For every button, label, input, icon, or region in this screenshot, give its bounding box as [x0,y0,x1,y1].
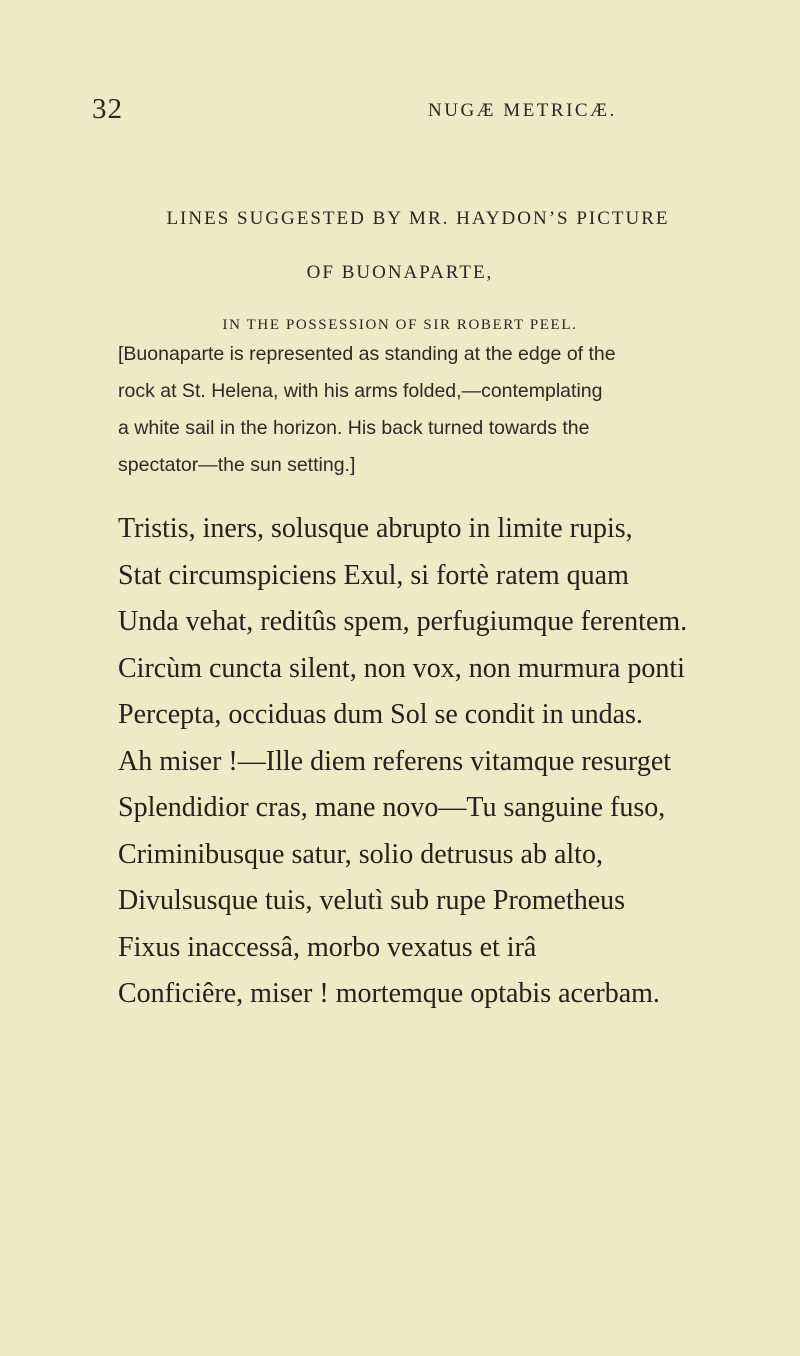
note-line: spectator—the sun setting.] [118,454,356,476]
verse-line: Tristis, iners, solusque abrupto in limite rupis, [118,513,633,544]
running-title: NUGÆ METRICÆ. [428,100,617,121]
running-head [0,92,800,132]
note-line: rock at St. Helena, with his arms folded,—contemplating [118,380,603,402]
poem-title-line-1: LINES SUGGESTED BY MR. HAYDON’S PICTURE [166,208,670,229]
verse-line: Unda vehat, reditûs spem, perfugiumque ferentem. [118,606,688,637]
poem-subtitle: IN THE POSSESSION OF SIR ROBERT PEEL. [222,317,578,333]
verse-line: Criminibusque satur, solio detrusus ab alto, [118,838,603,870]
verse-line: Circùm cuncta silent, non vox, non murmura ponti [118,652,685,684]
verse-line: Divulsusque tuis, velutì sub rupe Prometheus [118,885,626,916]
verse-line: Conficiêre, miser ! mortemque optabis acerbam. [118,978,660,1009]
poem-body [118,506,758,1018]
verse-line: Stat circumspiciens Exul, si fortè ratem quam [118,559,629,591]
note-line: [Buonaparte is represented as standing at the edge of the [118,343,616,365]
verse-line: Percepta, occiduas dum Sol se condit in undas. [118,699,643,730]
poem-title-line-2: OF BUONAPARTE, [306,262,494,283]
verse-line: Ah miser !—Ille diem referens vitamque resurget [118,745,672,777]
editorial-note [118,336,738,484]
verse-line: Fixus inaccessâ, morbo vexatus et irâ [118,931,537,963]
note-line: a white sail in the horizon. His back turned towards the [118,417,590,439]
verse-line: Splendidior cras, mane novo—Tu sanguine fuso, [118,792,666,823]
page-number: 32 [92,93,123,125]
